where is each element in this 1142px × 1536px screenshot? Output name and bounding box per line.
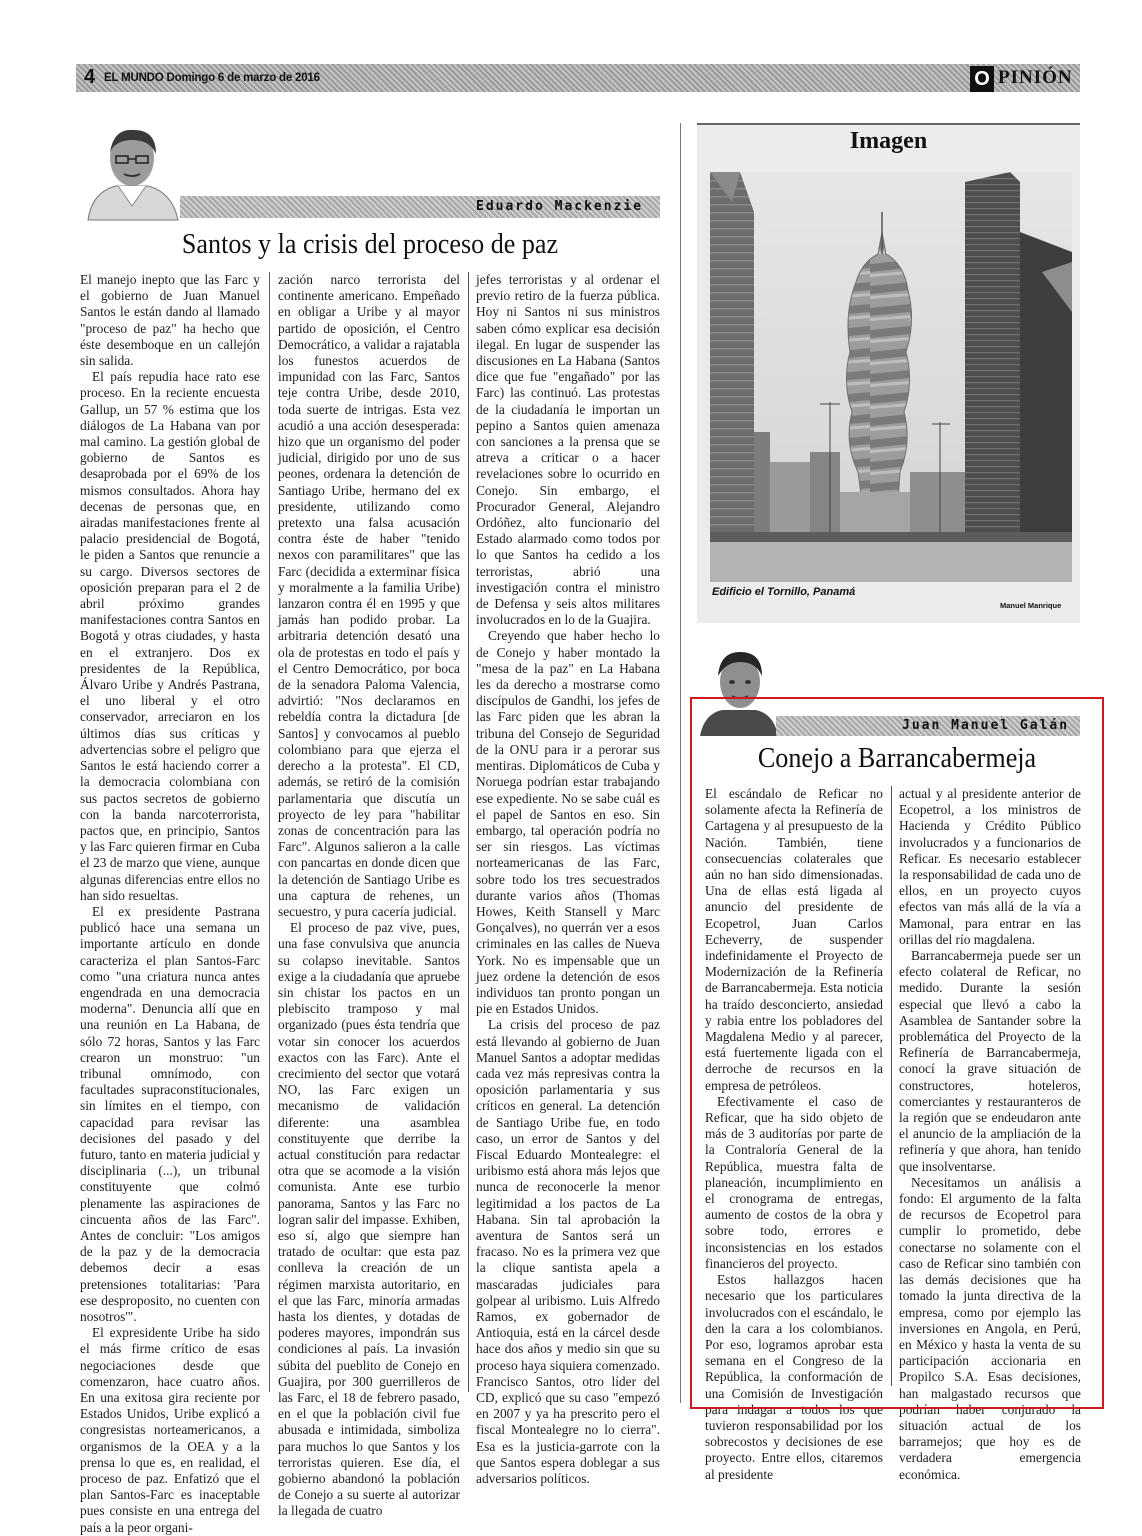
paragraph: Efectivamente el caso de Reficar, que ha sido objeto de más de 3 auditorías por parte de la Contraloría General de la República, muestra falta de planeación, incumplimiento en el cronograma de entregas, aumento de costos de la obra y sobre todo, errores e inconsistencias en los estados financieros del proyecto. (705, 1093, 883, 1271)
paragraph: Barrancabermeja puede ser un efecto colateral de Reficar, no medido. Durante la sesión especial que llevó a cabo la Asamblea de Santander sobre la problemática del Proyecto de la Refinería de Barrancabermeja, conocí la grave situación de constructores, hoteleros, comerciantes y restauranteros de la región que se endeudaron ante el anuncio de la ampliación de la refinería y que ahora, han tenido que insolventarse. (899, 948, 1081, 1174)
section-name: PINIÓN (998, 67, 1073, 88)
paragraph: actual y al presidente anterior de Ecopetrol, a los ministros de Hacienda y Crédito Público involucrados y a funcionarios de Reficar. Es necesario establecer la responsabilidad de cada uno de ellos, en un proyecto cuyos efectos van más allá de la vía a Mamonal, para entrar en las orillas del río magdalena. (899, 786, 1081, 947)
highlight-box (690, 697, 1104, 1409)
paragraph: El escándalo de Reficar no solamente afecta la Refinería de Cartagena y al presupuesto de la Nación. También, tiene consecuencias colaterales que aún no han sido dimensionadas. Una de ellas está ligada al anuncio del presidente de Ecopetrol, Juan Carlos Echeverry, de suspender indefinidamente el Proyecto de Modernización de la Refinería de Barrancabermeja. Esta noticia ha traído desconcierto, ansiedad y rabia entre los pobladores del Magdalena Medio y al parecer, está fuertemente ligada con el derroche de recursos en la empresa de petróleos. (705, 786, 883, 1093)
article-title: Santos y la crisis del proceso de paz (181, 228, 559, 260)
paragraph: La crisis del proceso de paz está llevando al gobierno de Juan Manuel Santos a adoptar medidas cada vez más represivas contra la oposición parlamentaria y sus críticos en general. La detención de Santiago Uribe fue, en todo caso, un error de Santos y del Fiscal Eduardo Montealegre: el uribismo está ahora más lejos que nunca de reconocerle la menor legitimidad a los pactos de La Habana. Sin tal aprobación la aventura de Santos será un fracaso. No es la primera vez que la clique santista apela a mascaradas judiciales para golpear al uribismo. Luis Alfredo Ramos, ex gobernador de Antioquia, está en la cárcel desde hace dos años y medio sin que su proceso haya siquiera comenzado. Francisco Santos, otro líder del CD, explicó que su caso "empezó en 2007 y ya ha prescrito pero el fiscal Montealegre no lo cierra". Esa es la justicia-garrote con la que Santos espera doblegar a sus adversarios políticos. (476, 1017, 660, 1487)
edition-date: EL MUNDO Domingo 6 de marzo de 2016 (104, 72, 320, 84)
paragraph: Estos hallazgos hacen necesario que los particulares involucrados con el escándalo, le den la cara a los colombianos. Por eso, logramos aprobar esta semana en el Congreso de la República, la conformación de una Comisión de Investigación para indagar a todos los que tuvieron responsabilidad por los sobrecostos y decisiones de ese proyecto. Entre ellos, citaremos al presidente (705, 1272, 883, 1482)
author-name: Eduardo Mackenzie (476, 199, 644, 214)
column-divider (269, 272, 270, 1392)
paragraph: El manejo inepto que las Farc y el gobierno de Juan Manuel Santos le están dando al llamado "proceso de paz" ha hecho que éste desemboque en un callejón sin salida. (80, 272, 260, 369)
column-divider (468, 272, 469, 1392)
article-column-3 (476, 272, 660, 1487)
paragraph: El proceso de paz vive, pues, una fase convulsiva que anuncia su colapso inevitable. Santos exige a la ciudadanía que apruebe sin chistar los pactos en un plebiscito tramposo y mal organizado (pues ésta tendría que votar sin conocer los acuerdos exactos con las Farc). Ante el crecimiento del sector que votará NO, las Farc exigen un mecanismo de validación diferente: una asamblea constituyente que derribe la actual constitución para redactar otra que se acomode a la visión comunista. Ante ese turbio panorama, Santos y las Farc no logran salir del impasse. Exhiben, eso sí, algo que siempre han tratado de ocultar: que esta paz conlleva la creación de un régimen marxista autoritario, en el que las Farc, minoría armadas hasta los dientes, y dotadas de poderes mayores, impondrán sus condiciones al país. La invasión súbita del pueblito de Conejo en Guajira, por 300 guerrilleros de las Farc, el 18 de febrero pasado, en el que la población civil fue abusada e intimidada, simboliza para muchos lo que Santos y los terroristas quieren. Ese día, el gobierno abandonó la población de Conejo a su suerte al autorizar la llegada de cuatro (278, 920, 460, 1519)
photo-caption: Edificio el Tornillo, Panamá (712, 586, 856, 598)
section-divider (680, 123, 681, 1403)
image-box-title: Imagen (849, 128, 928, 154)
article-title: Conejo a Barrancabermeja (757, 742, 1037, 774)
section-initial: O (970, 66, 994, 92)
paragraph: jefes terroristas y al ordenar el previo retiro de la fuerza pública. Hoy ni Santos ni sus ministros saben cómo explicar esa decisión ilegal. En lugar de suspender las discusiones en La Habana (Santos dice que fue "engañado" por las Farc) las continuó. Las protestas de la ciudadanía le importan un pepino a Santos quien amenaza con sanciones a la prensa que se atreva a criticar o a hacer revelaciones sobre lo ocurrido en Conejo. Sin embargo, el Procurador General, Alejandro Ordóñez, alto funcionario del Estado alarmado como todos por lo que Santos ha cedido a los terroristas, abrió una investigación contra el ministro de Defensa y seis altos militares involucrados en lo de la Guajira. (476, 272, 660, 628)
paragraph: El ex presidente Pastrana publicó hace una semana un importante artículo en donde caracteriza el plan Santos-Farc como "una criatura nunca antes engendrada en una democracia moderna". Denuncia allí que en una reunión en La Habana, de sólo 72 horas, Santos y las Farc crearon un monstruo: "un tribunal omnímodo, con facultades supraconstitucionales, sin límites en el tiempo, con capacidad para revisar las decisiones del pasado y del futuro, tanto en materia judicial y disciplinaria (...), un tribunal constituyente que colmó plenamente las aspiraciones de cincuenta años de las Farc". Antes de concluir: "Los amigos de la paz y de la democracia debemos decir a esas pretensiones totalitarias: 'Para ese desproposito, no cuenten con nosotros'". (80, 903, 260, 1324)
paragraph: El expresidente Uribe ha sido el más firme crítico de esas negociaciones desde que comenzaron, hace cuatro años. En una exitosa gira reciente por Estados Unidos, Uribe explicó a congresistas norteamericanos, a organismos de la OEA y a la prensa lo que es, en realidad, el proceso de paz. Enfatizó que el plan Santos-Farc es inaceptable pues consiste en una entrega del país a la peor organi- (80, 1325, 260, 1535)
tower-photo (710, 172, 1072, 582)
article-column-2 (278, 272, 460, 1519)
photo-credit: Manuel Manrique (1000, 601, 1062, 610)
paragraph: Creyendo que haber hecho lo de Conejo y haber montado la "mesa de la paz" en La Habana les da derecho a mostrarse como discípulos de Gandhi, los jefes de las Farc piden que les abran la tribuna del Consejo de Seguridad de la ONU para ir a perorar sus mentiras. Diplomáticos de Cuba y Noruega podrían estar trabajando ese expediente. No se sabe cuál es el papel de Santos en eso. Sin embargo, tal operación podría no ser sin riesgos. Las víctimas norteamericanas de las Farc, sobre todo los tres secuestrados durante varios años (Thomas Howes, Keith Stansell y Marc Gonçalves), no querrán ver a esos criminales en las calles de Nueva York. No es impensable que un juez ordene la detención de esos individuos tan pronto pongan un pie en Estados Unidos. (476, 628, 660, 1017)
paragraph: Necesitamos un análisis a fondo: El argumento de la falta de recursos de Ecopetrol para cumplir lo prometido, debe conectarse no solamente con el caso de Reficar sino también con las demás decisiones que ha tomado la junta directiva de la empresa, como por ejemplo las inversiones en Angola, en Perú, en México y hasta la venta de su participación accionaria en Propilco S.A. Esas decisiones, han malgastado recursos que podrían haber conjurado la situación actual de los barramejos; que hoy es de verdadera emergencia económica. (899, 1174, 1081, 1482)
author-name: Juan Manuel Galán (902, 718, 1070, 733)
paragraph: El país repudia hace rato ese proceso. En la reciente encuesta Gallup, un 57 % estima que los diálogos de La Habana van por mal camino. La gestión global de gobierno de Santos es desaprobada por el 69% de los mismos consultados. Ahora hay decenas de personas que, en airadas manifestaciones frente al palacio presidencial de Bogotá, le piden a Santos que renuncie a su cargo. Diversos sectores de oposición preparan para el 2 de abril próximo grandes manifestaciones contra Santos en Bogotá y otras ciudades, y hasta en el extranjero. Dos ex presidentes de la República, Álvaro Uribe y Andrés Pastrana, el uno liberal y el otro conservador, arreciaron en los últimos días sus críticas y advertencias sobre el peligro que Santos le está haciendo correr a la democracia colombiana con sus pactos secretos de gobierno con la banda narcoterrorista, pactos que, en principio, Santos y las Farc quieren firmar en Cuba el 23 de marzo que viene, aunque algunas diferencias entre ellos no han sido resueltas. (80, 369, 260, 903)
article-column-1 (80, 272, 260, 1535)
page-number: 4 (84, 66, 96, 88)
author-photo-mackenzie (80, 122, 184, 220)
paragraph: zación narco terrorista del continente americano. Empeñado en obligar a Uribe y al mayor partido de oposición, el Centro Democrático, a validar a rajatabla los funestos acuerdos de impunidad con las Farc, Santos teje contra Uribe, desde 2010, toda suerte de intrigas. Esta vez acudió a una acción desesperada: hizo que un organismo del poder judicial, dirigido por uno de sus peones, ordenara la detención de Santiago Uribe, hermano del ex presidente, utilizando como pretexto una falsa acusación contra éste de haber "tenido nexos con paramilitares" que las Farc (decidida a exterminar física y moralmente a la familia Uribe) lanzaron contra él en 1995 y que jamás han podido probar. La arbitraria detención desató una ola de protestas en todo el país y el Centro Democrático, por boca de la senadora Paloma Valencia, advirtió: "Nos declaramos en rebeldía contra la dictadura [de Santos] y convocamos al pueblo colombiano para que ejerza el derecho a la protesta". El CD, además, se retiró de la comisión parlamentaria que discutía un proyecto de ley para "habilitar zonas de concentración para las Farc". Algunos salieron a la calle con pancartas en donde dicen que la detención de Santiago Uribe es una captura de rehenes, un secuestro, y pura cacería judicial. (278, 272, 460, 919)
